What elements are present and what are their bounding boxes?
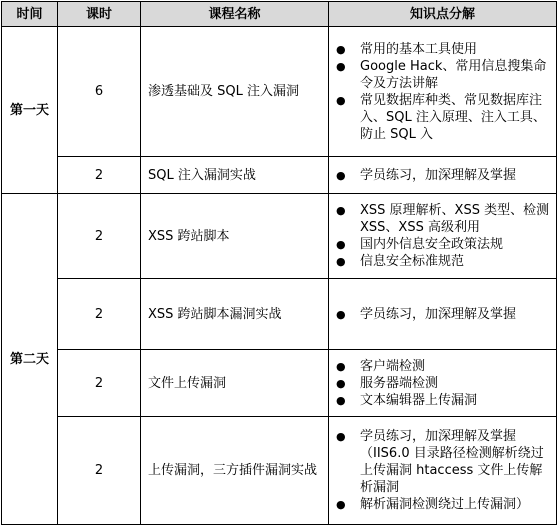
curriculum-table <box>1 1 557 525</box>
course-cell: XSS 跨站脚本漏洞实战 <box>141 279 329 350</box>
points-list <box>329 167 552 184</box>
list-item: ● 学员练习，加深理解及掌握（IIS6.0 目录路径检测解析绕过上传漏洞 htaccess 文件上传解析漏洞 <box>336 429 544 495</box>
points-list <box>329 202 552 270</box>
points-list <box>329 41 552 143</box>
hours-cell: 2 <box>58 279 141 350</box>
points-list <box>329 306 552 323</box>
hours-cell: 6 <box>58 27 141 157</box>
list-item: ● 解析漏洞检测绕过上传漏洞） <box>336 497 530 512</box>
header-day: 时间 <box>2 2 58 27</box>
day-cell-1: 第一天 <box>2 27 58 194</box>
list-item: ● Google Hack、常用信息搜集命令及方法讲解 <box>336 58 547 91</box>
day-cell-2: 第二天 <box>2 194 58 525</box>
points-list <box>329 428 552 513</box>
points-cell <box>329 279 557 350</box>
table-row <box>2 350 557 417</box>
bullet-icon: ● <box>336 359 346 373</box>
list-item: ● 文本编辑器上传漏洞 <box>336 392 478 408</box>
list-item: ● XSS 原理解析、XSS 类型、检测 XSS、XSS 高级利用 <box>336 203 550 235</box>
list-item: ● 信息安全标准规范 <box>336 254 465 269</box>
bullet-icon: ● <box>336 42 346 56</box>
list-item: ● 客户端检测 <box>336 358 426 374</box>
hours-cell: 2 <box>58 157 141 194</box>
course-cell: XSS 跨站脚本 <box>141 194 329 279</box>
course-cell: SQL 注入漏洞实战 <box>141 157 329 194</box>
list-item: ● 常用的基本工具使用 <box>336 41 478 57</box>
table-row <box>2 417 557 525</box>
list-item: ● 学员练习，加深理解及掌握 <box>336 306 517 322</box>
points-cell <box>329 157 557 194</box>
header-hours: 课时 <box>58 2 141 27</box>
bullet-icon: ● <box>336 93 346 107</box>
course-cell: 渗透基础及 SQL 注入漏洞 <box>141 27 329 157</box>
list-item: ● 国内外信息安全政策法规 <box>336 237 504 252</box>
points-list <box>329 358 552 409</box>
points-cell <box>329 350 557 417</box>
table-row <box>2 194 557 279</box>
points-cell <box>329 194 557 279</box>
bullet-icon: ● <box>336 376 346 390</box>
list-item: ● 服务器端检测 <box>336 375 439 391</box>
hours-cell: 2 <box>58 417 141 525</box>
bullet-icon: ● <box>336 59 346 73</box>
bullet-icon: ● <box>336 168 346 182</box>
table-row <box>2 157 557 194</box>
header-row <box>2 2 557 27</box>
bullet-icon: ● <box>336 255 346 268</box>
points-cell <box>329 417 557 525</box>
bullet-icon: ● <box>336 393 346 407</box>
bullet-icon: ● <box>336 307 346 321</box>
table-row <box>2 279 557 350</box>
header-course: 课程名称 <box>141 2 329 27</box>
table-row <box>2 27 557 157</box>
bullet-icon: ● <box>336 204 346 217</box>
course-cell: 文件上传漏洞 <box>141 350 329 417</box>
bullet-icon: ● <box>336 498 346 511</box>
course-cell: 上传漏洞，三方插件漏洞实战 <box>141 417 329 525</box>
hours-cell: 2 <box>58 194 141 279</box>
hours-cell: 2 <box>58 350 141 417</box>
header-points: 知识点分解 <box>329 2 557 27</box>
bullet-icon: ● <box>336 238 346 251</box>
list-item: ● 常见数据库种类、常见数据库注入、SQL 注入原理、注入工具、防止 SQL 入 <box>336 92 546 142</box>
points-cell <box>329 27 557 157</box>
list-item: ● 学员练习，加深理解及掌握 <box>336 167 517 183</box>
bullet-icon: ● <box>336 430 346 443</box>
